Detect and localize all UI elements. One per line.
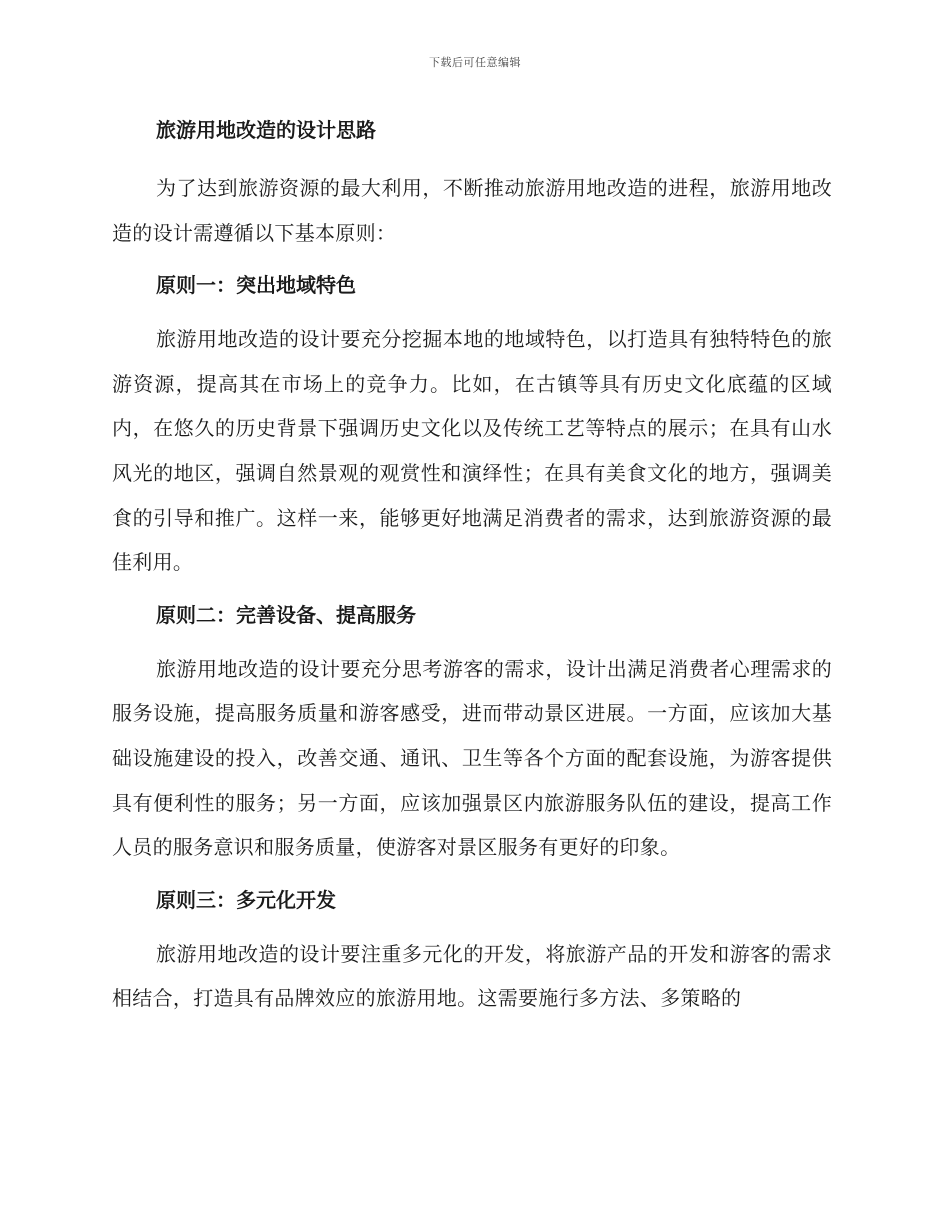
document-body	[112, 112, 832, 1021]
section-body-1: 旅游用地改造的设计要充分挖掘本地的地域特色，以打造具有独特特色的旅游资源，提高其在市场上的竞争力。比如，在古镇等具有历史文化底蕴的区域内，在悠久的历史背景下强调历史文化以及传统工艺等特点的展示；在具有山水风光的地区，强调自然景观的观赏性和演绎性；在具有美食文化的地方，强调美食的引导和推广。这样一来，能够更好地满足消费者的需求，达到旅游资源的最佳利用。	[112, 327, 832, 575]
section-body-2: 旅游用地改造的设计要充分思考游客的需求，设计出满足消费者心理需求的服务设施，提高服务质量和游客感受，进而带动景区进展。一方面，应该加大基础设施建设的投入，改善交通、通讯、卫生等各个方面的配套设施，为游客提供具有便利性的服务；另一方面，应该加强景区内旅游服务队伍的建设，提高工作人员的服务意识和服务质量，使游客对景区服务有更好的印象。	[112, 656, 832, 860]
intro-paragraph: 为了达到旅游资源的最大利用，不断推动旅游用地改造的进程，旅游用地改造的设计需遵循以下基本原则：	[112, 176, 832, 245]
document-title: 旅游用地改造的设计思路	[156, 118, 376, 142]
section-body-3: 旅游用地改造的设计要注重多元化的开发，将旅游产品的开发和游客的需求相结合，打造具有品牌效应的旅游用地。这需要施行多方法、多策略的	[112, 941, 832, 1011]
section-heading-3: 原则三：多元化开发	[156, 887, 336, 912]
section-heading-2: 原则二：完善设备、提高服务	[156, 602, 416, 627]
running-header: 下载后可任意编辑	[429, 56, 521, 69]
section-heading-1: 原则一：突出地域特色	[156, 273, 356, 298]
